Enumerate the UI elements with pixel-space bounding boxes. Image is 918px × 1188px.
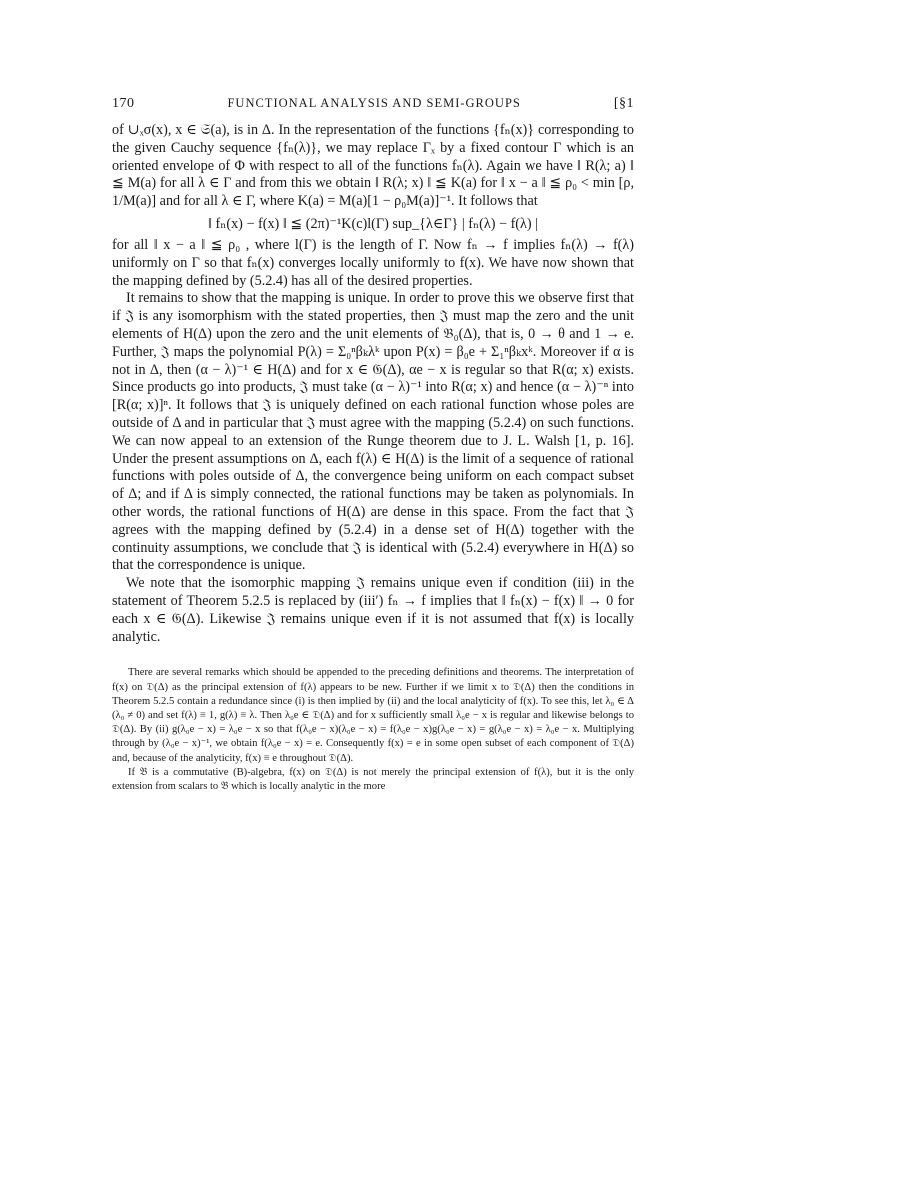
display-equation: ‖ fₙ(x) − f(x) ‖ ≦ (2π)⁻¹K(c)l(Γ) sup_{λ∈Γ} | fₙ(λ) − f(λ) |	[207, 215, 539, 232]
running-header	[112, 96, 634, 112]
paragraph-4: We note that the isomorphic mapping 𝔍 remains unique even if condition (iii) in the statement of Theorem 5.2.5 is replaced by (iii′) fₙ → f implies that ‖ fₙ(x) − f(x) ‖ → 0 for each x ∈ 𝔊(Δ). Likewise 𝔍 remains unique even if it is not assumed that f(x) is locally analytic.	[112, 575, 634, 645]
remark-2: If 𝔅 is a commutative (B)-algebra, f(x) on 𝔇(Δ) is not merely the principal extension of f(λ), but it is the only extension from scalars to 𝔅 which is locally analytic in the more	[112, 766, 634, 792]
remarks-section	[112, 666, 634, 794]
running-title: FUNCTIONAL ANALYSIS AND SEMI-GROUPS	[227, 96, 521, 110]
main-text	[112, 122, 634, 646]
remark-1: There are several remarks which should be appended to the preceding definitions and theorems. The interpretation of f(x) on 𝔇(Δ) as the principal extension of f(λ) appears to be new. Further if we limit x to 𝔇(Δ) then the conditions in Theorem 5.2.5 contain a redundance since (i) is then implied by (ii) and the local analyticity of f(x). To see this, let λ₀ ∈ Δ (λ₀ ≠ 0) and set f(λ) ≡ 1, g(λ) ≡ λ. Then λ₀e ∈ 𝔇(Δ) and for x sufficiently small λ₀e − x is regular and likewise belongs to 𝔇(Δ). By (ii) g(λ₀e − x) = λ₀e − x so that f(λ₀e − x)(λ₀e − x) = f(λ₀e − x)g(λ₀e − x) = g(λ₀e − x) = λ₀e − x. Multiplying through by (λ₀e − x)⁻¹, we obtain f(λ₀e − x) = e. Consequently f(x) = e in some open subset of each component of 𝔇(Δ) and, because of the analyticity, f(x) ≡ e throughout 𝔇(Δ).	[112, 667, 634, 764]
page	[112, 96, 634, 794]
paragraph-3: It remains to show that the mapping is unique. In order to prove this we observe first that if 𝔍 is any isomorphism with the stated properties, then 𝔍 must map the zero and the unit elements of H(Δ) upon the zero and the unit elements of 𝔅₀(Δ), that is, 0 → θ and 1 → e. Further, 𝔍 maps the polynomial P(λ) = Σ₀ⁿβₖλᵏ upon P(x) = β₀e + Σ₁ⁿβₖxᵏ. Moreover if α is not in Δ, then (α − λ)⁻¹ ∈ H(Δ) and for x ∈ 𝔊(Δ), αe − x is regular so that R(α; x) exists. Since products go into products, 𝔍 must take (α − λ)⁻¹ into R(α; x) and hence (α − λ)⁻ⁿ into [R(α; x)]ⁿ. It follows that 𝔍 is uniquely defined on each rational function whose poles are outside of Δ and in particular that 𝔍 must agree with the mapping (5.2.4) on such functions. We can now appeal to an extension of the Runge theorem due to J. L. Walsh [1, p. 16]. Under the present assumptions on Δ, each f(λ) ∈ H(Δ) is the limit of a sequence of rational functions with poles outside of Δ, the convergence being uniform on each compact subset of Δ; and if Δ is simply connected, the rational functions may be taken as polynomials. In other words, the rational functions of H(Δ) are dense in this space. From the fact that 𝔍 agrees with the mapping defined by (5.2.4) in a dense set of H(Δ) together with the continuity assumptions, we conclude that 𝔍 is identical with (5.2.4) everywhere in H(Δ) so that the correspondence is unique.	[112, 290, 634, 574]
paragraph-1: of ∪ₓσ(x), x ∈ 𝔖(a), is in Δ. In the representation of the functions {fₙ(x)} corresponding to the given Cauchy sequence {fₙ(λ)}, we may replace Γₓ by a fixed contour Γ which is an oriented envelope of Φ with respect to all of the functions fₙ(λ). Again we have ‖ R(λ; a) ‖ ≦ M(a) for all λ ∈ Γ and from this we obtain ‖ R(λ; x) ‖ ≦ K(a) for ‖ x − a ‖ ≦ ρ₀ < min [ρ, 1/M(a)] and for all λ ∈ Γ, where K(a) = M(a)[1 − ρ₀M(a)]⁻¹. It follows that	[112, 122, 634, 210]
page-number: 170	[112, 96, 135, 111]
section-marker: [§1	[613, 96, 634, 111]
paragraph-2: for all ‖ x − a ‖ ≦ ρ₀ , where l(Γ) is the length of Γ. Now fₙ → f implies fₙ(λ) → f(λ) uniformly on Γ so that fₙ(x) converges locally uniformly to f(x). We have now shown that the mapping defined by (5.2.4) has all of the desired properties.	[112, 236, 634, 289]
